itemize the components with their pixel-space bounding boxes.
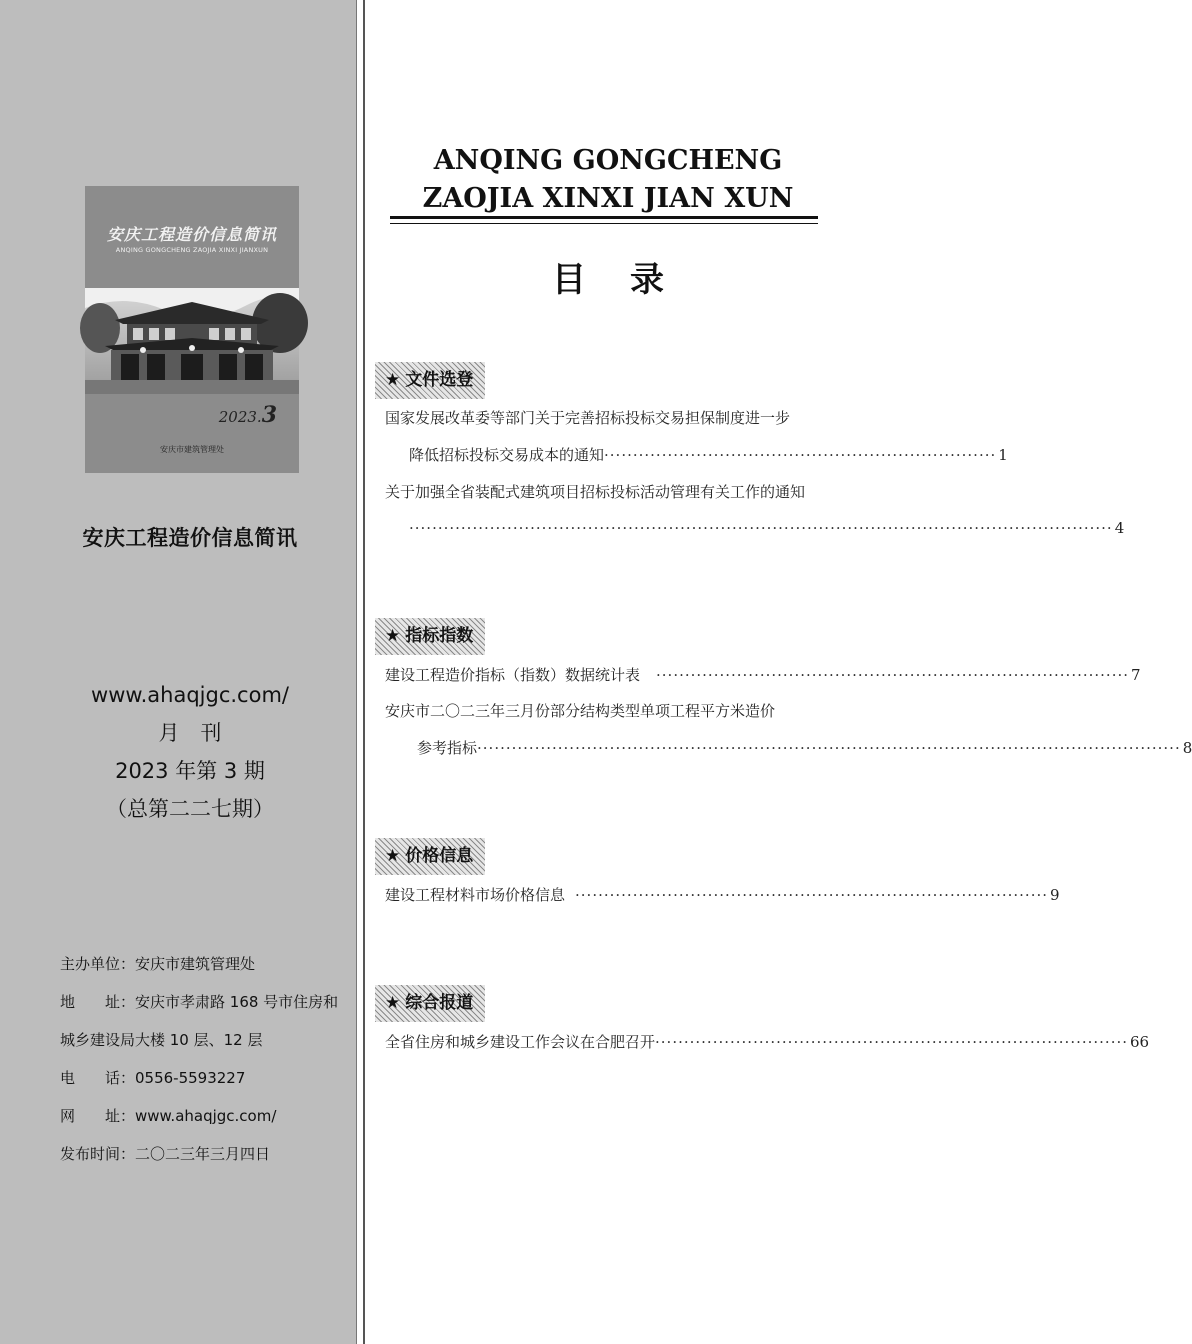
dot-leader: ·················································································· xyxy=(656,666,1129,684)
dot-leader: ·················································································· xyxy=(575,886,1048,904)
issue-info xyxy=(0,676,380,828)
toc-entry[interactable]: 建设工程材料市场价格信息 ·················································································· 9 xyxy=(385,886,1060,904)
section-label-documents: ★ 文件选登 xyxy=(375,362,485,399)
address-line-2: 城乡建设局大楼 10 层、12 层 xyxy=(60,1031,263,1049)
toc-entry-continued[interactable] xyxy=(385,518,1125,538)
title-rule-thin xyxy=(390,223,818,224)
building-photo xyxy=(85,288,299,394)
section-label-prices: ★ 价格信息 xyxy=(375,838,485,875)
address-line-1: 地 址：安庆市孝肃路 168 号市住房和 xyxy=(60,993,339,1011)
toc-entry[interactable]: 安庆市二〇二三年三月份部分结构类型单项工程平方米造价 xyxy=(385,702,776,720)
phone: 电 话：0556-5593227 xyxy=(60,1069,246,1087)
toc-entry[interactable]: 关于加强全省装配式建筑项目招标投标活动管理有关工作的通知 xyxy=(385,483,806,501)
page-number: 66 xyxy=(1130,1033,1150,1051)
page-number: 9 xyxy=(1050,886,1060,904)
brand-title: 安庆工程造价信息简讯 xyxy=(82,526,298,550)
page-number: 1 xyxy=(998,446,1008,464)
dot-leader: ···································································· xyxy=(604,446,997,464)
star-icon: ★ xyxy=(385,370,401,390)
section-label-reports: ★ 综合报道 xyxy=(375,985,485,1022)
journal-english-title: ANQING GONGCHENG ZAOJIA XINXI JIAN XUN xyxy=(422,145,794,214)
frequency: 月 刊 xyxy=(158,721,222,745)
cover-thumbnail xyxy=(85,186,299,473)
star-icon: ★ xyxy=(385,993,401,1013)
page-number: 7 xyxy=(1131,666,1141,684)
dot-leader: ·················································································· xyxy=(655,1033,1128,1051)
cover-subtitle: ANQING GONGCHENG ZAOJIA XINXI JIANXUN xyxy=(115,246,269,254)
toc-entry-continued[interactable]: 降低招标投标交易成本的通知 ···································································· 1 xyxy=(409,446,1008,464)
cover-title: 安庆工程造价信息简讯 xyxy=(106,225,277,244)
left-panel xyxy=(0,0,357,1344)
cover-publisher: 安庆市建筑管理处 xyxy=(160,445,224,454)
issue-number: 2023 年第 3 期 xyxy=(115,759,265,783)
title-rule xyxy=(390,216,818,219)
web-address: 网 址：www.ahaqjgc.com/ xyxy=(60,1107,277,1125)
section-label-indices: ★ 指标指数 xyxy=(375,618,485,655)
total-issue: （总第二二七期） xyxy=(106,797,274,821)
website: www.ahaqjgc.com/ xyxy=(91,683,289,707)
sponsor: 主办单位：安庆市建筑管理处 xyxy=(60,955,256,973)
toc-entry[interactable]: 全省住房和城乡建设工作会议在合肥召开 ·················································································· 66 xyxy=(385,1033,1150,1051)
star-icon: ★ xyxy=(385,626,401,646)
page-number: 4 xyxy=(1114,519,1125,537)
publisher-info xyxy=(60,953,338,1181)
cover-issue: 2023.3 xyxy=(218,402,277,428)
dot-leader: ·························································································································· xyxy=(477,739,1181,757)
star-icon: ★ xyxy=(385,846,401,866)
dot-leader: ·························································································································· xyxy=(409,519,1113,537)
page-divider xyxy=(363,0,365,1344)
toc-entry[interactable]: 建设工程造价指标（指数）数据统计表 ·················································································· 7 xyxy=(385,666,1141,684)
toc-entry-continued[interactable]: 参考指标 ·························································································································· 8 xyxy=(417,739,1192,757)
toc-heading: 目录 xyxy=(552,260,708,300)
publish-date: 发布时间：二〇二三年三月四日 xyxy=(60,1145,271,1163)
toc-entry[interactable]: 国家发展改革委等部门关于完善招标投标交易担保制度进一步 xyxy=(385,409,791,427)
page-number: 8 xyxy=(1182,739,1192,757)
